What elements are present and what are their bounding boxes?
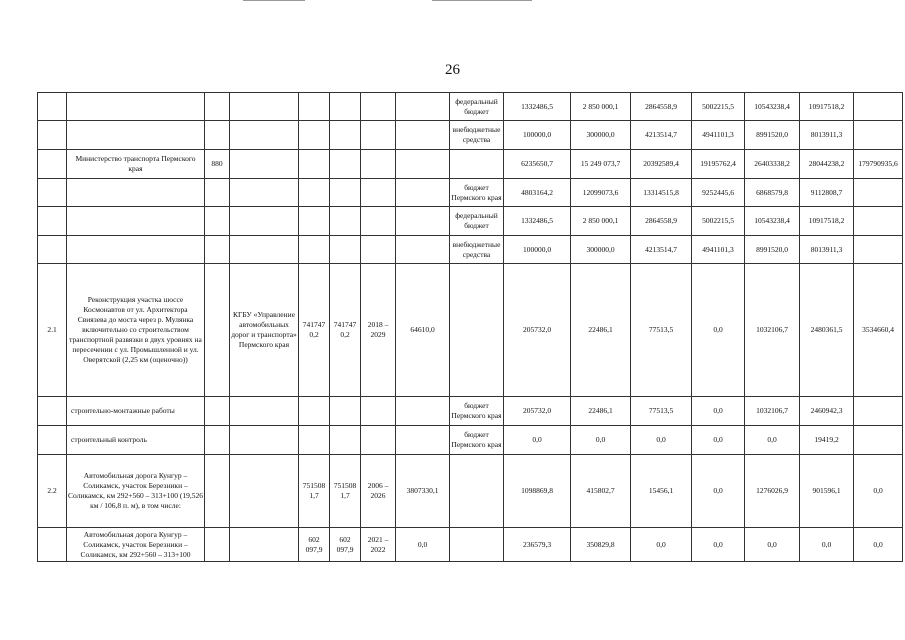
value-cell: 2 850 000,1 xyxy=(571,93,631,121)
value-cell: 15456,1 xyxy=(631,455,692,528)
value-cell: 4213514,7 xyxy=(631,121,692,150)
value-cell: 1032106,7 xyxy=(745,264,800,397)
code-cell xyxy=(205,236,230,264)
funding-source-cell xyxy=(450,528,504,562)
organization-cell xyxy=(230,426,299,455)
value-cell: 2480361,5 xyxy=(800,264,854,397)
value-cell: 0,0 xyxy=(692,426,745,455)
funding-source-cell: бюджет Пермского края xyxy=(450,179,504,207)
funding-source-cell: федеральный бюджет xyxy=(450,93,504,121)
object-name-cell xyxy=(67,236,205,264)
organization-cell xyxy=(230,236,299,264)
capacity-cell xyxy=(330,93,361,121)
row-number-cell xyxy=(38,397,67,426)
value-cell: 10543238,4 xyxy=(745,93,800,121)
value-cell: 77513,5 xyxy=(631,397,692,426)
value-cell: 205732,0 xyxy=(504,264,571,397)
table-row xyxy=(38,150,903,179)
value-cell: 100000,0 xyxy=(504,236,571,264)
period-cell: 2006 – 2026 xyxy=(361,455,396,528)
value-cell: 9112808,7 xyxy=(800,179,854,207)
period-cell xyxy=(361,179,396,207)
row-number-cell xyxy=(38,121,67,150)
funding-source-cell: федеральный бюджет xyxy=(450,207,504,236)
value-cell: 0,0 xyxy=(504,426,571,455)
organization-cell: КГБУ «Управление автомобильных дорог и транспорта» Пермского края xyxy=(230,264,299,397)
funding-source-cell xyxy=(450,150,504,179)
object-name-cell xyxy=(67,121,205,150)
value-cell: 6868579,8 xyxy=(745,179,800,207)
value-cell: 8991520,0 xyxy=(745,121,800,150)
cost-cell: 3807330,1 xyxy=(396,455,450,528)
value-cell: 236579,3 xyxy=(504,528,571,562)
code-cell xyxy=(205,207,230,236)
funding-source-cell: бюджет Пермского края xyxy=(450,426,504,455)
capacity-cell: 751508 1,7 xyxy=(330,455,361,528)
value-cell: 2 850 000,1 xyxy=(571,207,631,236)
value-cell: 415802,7 xyxy=(571,455,631,528)
object-name-cell xyxy=(67,93,205,121)
capacity-cell xyxy=(330,236,361,264)
row-number-cell: 2.2 xyxy=(38,455,67,528)
object-name-cell: Автомобильная дорога Кунгур – Соликамск, участок Березники – Соликамск, км 292+560 – 313+100 xyxy=(67,528,205,562)
cost-cell xyxy=(396,93,450,121)
value-cell: 2864558,9 xyxy=(631,93,692,121)
value-cell: 12099073,6 xyxy=(571,179,631,207)
value-cell: 20392589,4 xyxy=(631,150,692,179)
code-cell xyxy=(205,426,230,455)
object-name-cell: Реконструкция участка шоссе Космонавтов от ул. Архитектора Свиязева до моста через р. Мулянка включительно со строительством транспортной развязки в двух уровнях на пересечении с ул. Промышленной и ул. Оверятской (2,25 км (оценочно)) xyxy=(67,264,205,397)
value-cell xyxy=(854,426,903,455)
period-cell xyxy=(361,93,396,121)
value-cell xyxy=(854,121,903,150)
capacity-cell: 602 097,9 xyxy=(299,528,330,562)
funding-source-cell xyxy=(450,455,504,528)
value-cell: 22486,1 xyxy=(571,264,631,397)
table-row xyxy=(38,264,903,397)
cost-cell: 0,0 xyxy=(396,528,450,562)
value-cell: 901596,1 xyxy=(800,455,854,528)
period-cell xyxy=(361,236,396,264)
period-cell xyxy=(361,150,396,179)
value-cell: 0,0 xyxy=(854,528,903,562)
organization-cell xyxy=(230,93,299,121)
page-top-rule-right xyxy=(432,0,532,1)
value-cell: 28044238,2 xyxy=(800,150,854,179)
value-cell: 15 249 073,7 xyxy=(571,150,631,179)
row-number-cell xyxy=(38,528,67,562)
row-number-cell xyxy=(38,150,67,179)
value-cell: 19419,2 xyxy=(800,426,854,455)
cost-cell xyxy=(396,179,450,207)
cost-cell xyxy=(396,207,450,236)
value-cell: 100000,0 xyxy=(504,121,571,150)
value-cell: 10543238,4 xyxy=(745,207,800,236)
value-cell xyxy=(854,397,903,426)
capacity-cell xyxy=(330,207,361,236)
value-cell: 1098869,8 xyxy=(504,455,571,528)
capacity-cell xyxy=(299,426,330,455)
capacity-cell: 741747 0,2 xyxy=(330,264,361,397)
capacity-cell xyxy=(330,426,361,455)
capacity-cell xyxy=(330,179,361,207)
value-cell: 1332486,5 xyxy=(504,93,571,121)
code-cell xyxy=(205,397,230,426)
row-number-cell xyxy=(38,93,67,121)
organization-cell xyxy=(230,179,299,207)
value-cell: 9252445,6 xyxy=(692,179,745,207)
value-cell: 1276026,9 xyxy=(745,455,800,528)
value-cell xyxy=(854,179,903,207)
organization-cell xyxy=(230,121,299,150)
organization-cell xyxy=(230,397,299,426)
value-cell: 8013911,3 xyxy=(800,121,854,150)
value-cell: 2460942,3 xyxy=(800,397,854,426)
capacity-cell: 602 097,9 xyxy=(330,528,361,562)
table-row xyxy=(38,207,903,236)
code-cell xyxy=(205,528,230,562)
row-number-cell xyxy=(38,426,67,455)
code-cell xyxy=(205,93,230,121)
value-cell: 19195762,4 xyxy=(692,150,745,179)
funding-source-cell: внебюджетные средства xyxy=(450,236,504,264)
value-cell: 8991520,0 xyxy=(745,236,800,264)
value-cell: 6235650,7 xyxy=(504,150,571,179)
code-cell xyxy=(205,455,230,528)
table-row xyxy=(38,93,903,121)
period-cell xyxy=(361,397,396,426)
capacity-cell xyxy=(299,150,330,179)
value-cell: 0,0 xyxy=(631,528,692,562)
object-name-cell: Автомобильная дорога Кунгур – Соликамск, участок Березники – Соликамск, км 292+560 – 313+100 (19,526 км / 106,8 п. м), в том числе: xyxy=(67,455,205,528)
code-cell xyxy=(205,121,230,150)
capacity-cell xyxy=(330,397,361,426)
value-cell: 300000,0 xyxy=(571,121,631,150)
value-cell: 0,0 xyxy=(631,426,692,455)
organization-cell xyxy=(230,528,299,562)
capacity-cell xyxy=(299,179,330,207)
value-cell: 10917518,2 xyxy=(800,207,854,236)
object-name-cell: строительно-монтажные работы xyxy=(67,397,205,426)
value-cell: 0,0 xyxy=(692,264,745,397)
cost-cell xyxy=(396,236,450,264)
cost-cell: 64610,0 xyxy=(396,264,450,397)
value-cell: 0,0 xyxy=(745,528,800,562)
capacity-cell xyxy=(299,236,330,264)
value-cell: 0,0 xyxy=(745,426,800,455)
cost-cell xyxy=(396,397,450,426)
value-cell: 0,0 xyxy=(800,528,854,562)
row-number-cell xyxy=(38,207,67,236)
value-cell: 0,0 xyxy=(571,426,631,455)
page-top-rule-left xyxy=(243,0,305,1)
value-cell: 3534660,4 xyxy=(854,264,903,397)
value-cell: 4803164,2 xyxy=(504,179,571,207)
period-cell: 2018 – 2029 xyxy=(361,264,396,397)
object-name-cell: Министерство транспорта Пермского края xyxy=(67,150,205,179)
cost-cell xyxy=(396,426,450,455)
object-name-cell xyxy=(67,207,205,236)
object-name-cell: строительный контроль xyxy=(67,426,205,455)
value-cell: 5002215,5 xyxy=(692,207,745,236)
capacity-cell xyxy=(330,121,361,150)
value-cell: 0,0 xyxy=(692,528,745,562)
organization-cell xyxy=(230,207,299,236)
row-number-cell: 2.1 xyxy=(38,264,67,397)
value-cell: 205732,0 xyxy=(504,397,571,426)
value-cell: 300000,0 xyxy=(571,236,631,264)
code-cell xyxy=(205,179,230,207)
value-cell: 350829,8 xyxy=(571,528,631,562)
capacity-cell xyxy=(299,397,330,426)
value-cell xyxy=(854,93,903,121)
period-cell xyxy=(361,426,396,455)
organization-cell xyxy=(230,150,299,179)
capacity-cell: 741747 0,2 xyxy=(299,264,330,397)
capacity-cell xyxy=(330,150,361,179)
value-cell: 13314515,8 xyxy=(631,179,692,207)
value-cell: 1032106,7 xyxy=(745,397,800,426)
budget-table xyxy=(37,92,903,562)
table-row xyxy=(38,236,903,264)
value-cell: 10917518,2 xyxy=(800,93,854,121)
code-cell: 880 xyxy=(205,150,230,179)
row-number-cell xyxy=(38,179,67,207)
capacity-cell: 751508 1,7 xyxy=(299,455,330,528)
value-cell: 26403338,2 xyxy=(745,150,800,179)
value-cell: 2864558,9 xyxy=(631,207,692,236)
funding-source-cell: бюджет Пермского края xyxy=(450,397,504,426)
period-cell xyxy=(361,207,396,236)
value-cell: 5002215,5 xyxy=(692,93,745,121)
organization-cell xyxy=(230,455,299,528)
value-cell: 0,0 xyxy=(692,397,745,426)
period-cell xyxy=(361,121,396,150)
value-cell xyxy=(854,207,903,236)
code-cell xyxy=(205,264,230,397)
period-cell: 2021 – 2022 xyxy=(361,528,396,562)
cost-cell xyxy=(396,121,450,150)
value-cell: 4213514,7 xyxy=(631,236,692,264)
value-cell: 22486,1 xyxy=(571,397,631,426)
cost-cell xyxy=(396,150,450,179)
capacity-cell xyxy=(299,93,330,121)
capacity-cell xyxy=(299,207,330,236)
page-number: 26 xyxy=(445,62,460,78)
value-cell: 0,0 xyxy=(692,455,745,528)
table-row xyxy=(38,528,903,562)
table-row xyxy=(38,179,903,207)
funding-source-cell: внебюджетные средства xyxy=(450,121,504,150)
object-name-cell xyxy=(67,179,205,207)
row-number-cell xyxy=(38,236,67,264)
value-cell: 8013911,3 xyxy=(800,236,854,264)
value-cell xyxy=(854,236,903,264)
value-cell: 4941101,3 xyxy=(692,121,745,150)
value-cell: 4941101,3 xyxy=(692,236,745,264)
value-cell: 0,0 xyxy=(854,455,903,528)
table-row xyxy=(38,121,903,150)
funding-source-cell xyxy=(450,264,504,397)
value-cell: 179790935,6 xyxy=(854,150,903,179)
table-row xyxy=(38,426,903,455)
value-cell: 77513,5 xyxy=(631,264,692,397)
table-row xyxy=(38,397,903,426)
table-row xyxy=(38,455,903,528)
capacity-cell xyxy=(299,121,330,150)
value-cell: 1332486,5 xyxy=(504,207,571,236)
